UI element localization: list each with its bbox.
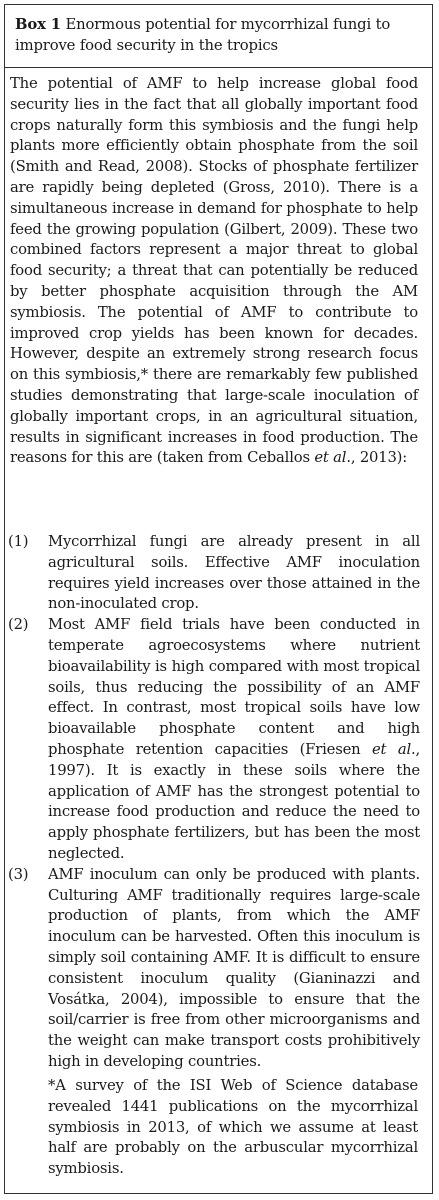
box-title: Enormous potential for mycorrhizal fungi to improve food security in the tropics <box>15 16 391 54</box>
body-text-et-al: et al <box>314 449 347 467</box>
list-item-number: (1) <box>8 533 29 550</box>
list-item-text: Mycorrhizal fungi are already present in all agricultural soils. Effective AMF inoculation requires yield increases over those attained in the non-inoculated crop. <box>48 533 420 613</box>
box-header <box>15 14 423 56</box>
list-item <box>8 865 420 1073</box>
body-paragraph <box>10 74 418 469</box>
header-divider <box>5 67 432 68</box>
list-item-et-al: et al <box>372 740 411 758</box>
body-text-part-1: The potential of AMF to help increase global food security lies in the fact that all globally important food crops naturally form this symbiosis and the fungi help plants more efficiently obtain phosphate from the soil (Smith and Read, 2008). Stocks of phosphate fertilizer are rapidly being depleted (Gross, 2010). There is a simultaneous increase in demand for phosphate to help feed the growing population (Gilbert, 2009). These two combined factors represent a major threat to global food security; a threat that can potentially be reduced by better phosphate acquisition through the AM symbiosis. The potential of AMF to contribute to improved crop yields has been known for decades. However, despite an extremely strong research focus on this symbiosis,* there are remarkably few published studies demonstrating that large-scale inoculation of globally important crops, in an agricultural situation, results in significant increases in food production. The reasons for this are (taken from Ceballos <box>10 75 418 467</box>
list-item-text-cont: ., 1997). It is exactly in these soils where the application of AMF has the strongest potential to increase food production and reduce the need to apply phosphate fertilizers, but has been the most neglected. <box>48 740 420 862</box>
list-item-text: Most AMF field trials have been conducted in temperate agroecosystems where nutrient bioavailability is high compared with most tropical soils, thus reducing the possibility of an AMF effect. In contrast, most tropical soils have low bioavailable phosphate content and high phosphate retention capacities (Friesen <box>48 616 420 758</box>
list-item-number: (2) <box>8 616 29 634</box>
list-item-text: AMF inoculum can only be produced with plants. Culturing AMF traditionally requires large-scale production of plants, from which the AMF inoculum can be harvested. Often this inoculum is simply soil containing AMF. It is difficult to ensure consistent inoculum quality (Gianinazzi and Vosátka, 2004), impossible to ensure that the soil/carrier is free from other microorganisms and the weight can make transport costs prohibitively high in developing countries. <box>48 865 420 1070</box>
list-item <box>8 532 420 615</box>
body-text-part-2: ., 2013): <box>346 449 408 467</box>
footnote: *A survey of the ISI Web of Science database revealed 1441 publications on the mycorrhizal symbiosis in 2013, of which we assume at least half are probably on the arbuscular mycorrhizal symbiosis. <box>48 1077 418 1178</box>
box-label: Box 1 <box>15 16 61 33</box>
list-item <box>8 615 420 865</box>
list-item-number: (3) <box>8 865 29 883</box>
reasons-list <box>8 532 420 1073</box>
